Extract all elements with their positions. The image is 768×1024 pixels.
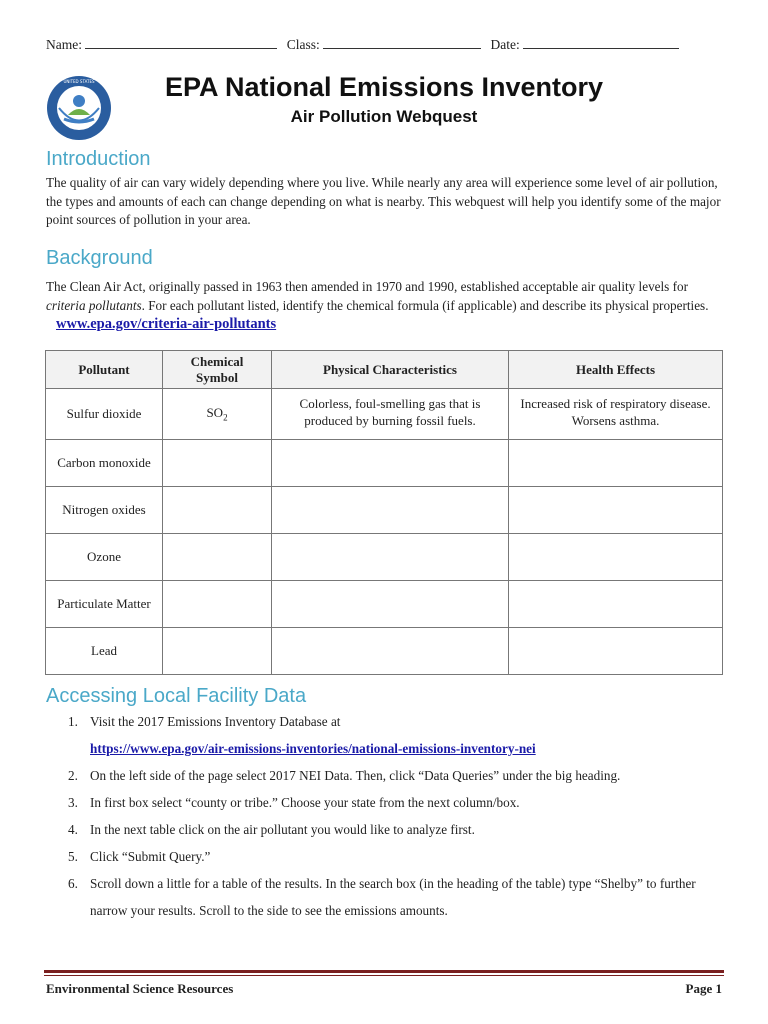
list-item bbox=[46, 735, 726, 762]
intro-heading: Introduction bbox=[46, 148, 151, 170]
symbol-cell[interactable] bbox=[163, 534, 272, 581]
symbol-cell[interactable] bbox=[163, 487, 272, 534]
pollutant-table bbox=[45, 350, 723, 675]
class-label: Class: bbox=[286, 37, 320, 52]
physical-cell[interactable] bbox=[272, 628, 509, 675]
name-label: Name: bbox=[46, 37, 82, 52]
date-label: Date: bbox=[490, 37, 520, 52]
list-item: 3. In first box select “county or tribe.” Choose your state from the next column/box. bbox=[68, 795, 520, 810]
health-cell[interactable]: Increased risk of respiratory disease. Worsens asthma. bbox=[509, 389, 723, 440]
date-field[interactable] bbox=[523, 36, 679, 49]
health-cell[interactable] bbox=[509, 534, 723, 581]
pollutant-cell: Sulfur dioxide bbox=[46, 389, 163, 440]
list-item: 5. Click “Submit Query.” bbox=[68, 849, 211, 864]
document-subtitle: Air Pollution Webquest bbox=[290, 107, 478, 126]
table-row bbox=[46, 389, 723, 440]
table-header-row bbox=[46, 351, 723, 389]
col-chemical-symbol: Chemical Symbol bbox=[163, 351, 272, 389]
class-field[interactable] bbox=[323, 36, 481, 49]
col-pollutant: Pollutant bbox=[46, 351, 163, 389]
page-number: Page 1 bbox=[685, 981, 722, 996]
pollutant-cell: Lead bbox=[46, 628, 163, 675]
footer-rule-thin bbox=[44, 975, 724, 976]
health-cell[interactable] bbox=[509, 440, 723, 487]
symbol-cell[interactable] bbox=[163, 628, 272, 675]
svg-text:UNITED STATES: UNITED STATES bbox=[63, 79, 95, 84]
criteria-pollutants-term: criteria pollutants bbox=[46, 297, 142, 313]
document-title: EPA National Emissions Inventory bbox=[164, 72, 604, 102]
table-row bbox=[46, 440, 723, 487]
intro-paragraph: The quality of air can vary widely depending where you live. While nearly any area will experience some level of air pollution, the types and amounts of each can change depending on what is nearby. This webquest will help you identify some of the major point sources of pollution in your area. bbox=[46, 175, 721, 227]
list-item: 6. Scroll down a little for a table of the results. In the search box (in the heading of the table) type “Shelby” to further narrow your results. Scroll to the side to see the emissions amounts. bbox=[68, 876, 696, 918]
pollutant-cell: Nitrogen oxides bbox=[46, 487, 163, 534]
instruction-list bbox=[46, 708, 726, 924]
physical-cell[interactable] bbox=[272, 534, 509, 581]
table-row bbox=[46, 581, 723, 628]
col-health: Health Effects bbox=[509, 351, 723, 389]
col-physical: Physical Characteristics bbox=[272, 351, 509, 389]
symbol-cell[interactable]: $SO_2$ bbox=[163, 389, 272, 440]
list-item: 1. Visit the 2017 Emissions Inventory Database at bbox=[68, 714, 341, 729]
physical-cell[interactable] bbox=[272, 581, 509, 628]
symbol-cell[interactable] bbox=[163, 581, 272, 628]
health-cell[interactable] bbox=[509, 581, 723, 628]
pollutant-cell: Ozone bbox=[46, 534, 163, 581]
health-cell[interactable] bbox=[509, 628, 723, 675]
health-cell[interactable] bbox=[509, 487, 723, 534]
background-text-a: The Clean Air Act, originally passed in 1963 then amended in 1970 and 1990, established acceptable air quality levels for bbox=[46, 279, 688, 294]
background-paragraph bbox=[46, 278, 722, 334]
list-item: 2. On the left side of the page select 2017 NEI Data. Then, click “Data Queries” under the big heading. bbox=[68, 768, 621, 783]
background-heading: Background bbox=[46, 247, 153, 269]
physical-cell[interactable] bbox=[272, 487, 509, 534]
pollutant-cell: Particulate Matter bbox=[46, 581, 163, 628]
name-field[interactable] bbox=[85, 36, 277, 49]
pollutant-cell: Carbon monoxide bbox=[46, 440, 163, 487]
footer-rule bbox=[44, 970, 724, 973]
physical-cell[interactable] bbox=[272, 440, 509, 487]
physical-cell[interactable]: Colorless, foul-smelling gas that is produced by burning fossil fuels. bbox=[272, 389, 509, 440]
nei-database-link[interactable]: https://www.epa.gov/air-emissions-inventories/national-emissions-inventory-nei bbox=[90, 741, 536, 756]
background-text-b: . For each pollutant listed, identify the chemical formula (if applicable) and describe its physical properties. bbox=[141, 297, 709, 313]
list-item: 4. In the next table click on the air pollutant you would like to analyze first. bbox=[68, 822, 475, 837]
symbol-cell[interactable] bbox=[163, 440, 272, 487]
facility-heading: Accessing Local Facility Data bbox=[46, 685, 307, 707]
footer-left: Environmental Science Resources bbox=[46, 981, 234, 996]
criteria-pollutants-link[interactable]: www.epa.gov/criteria-air-pollutants bbox=[56, 316, 277, 332]
table-row bbox=[46, 628, 723, 675]
student-info-header bbox=[46, 36, 726, 53]
table-row bbox=[46, 534, 723, 581]
table-row bbox=[46, 487, 723, 534]
